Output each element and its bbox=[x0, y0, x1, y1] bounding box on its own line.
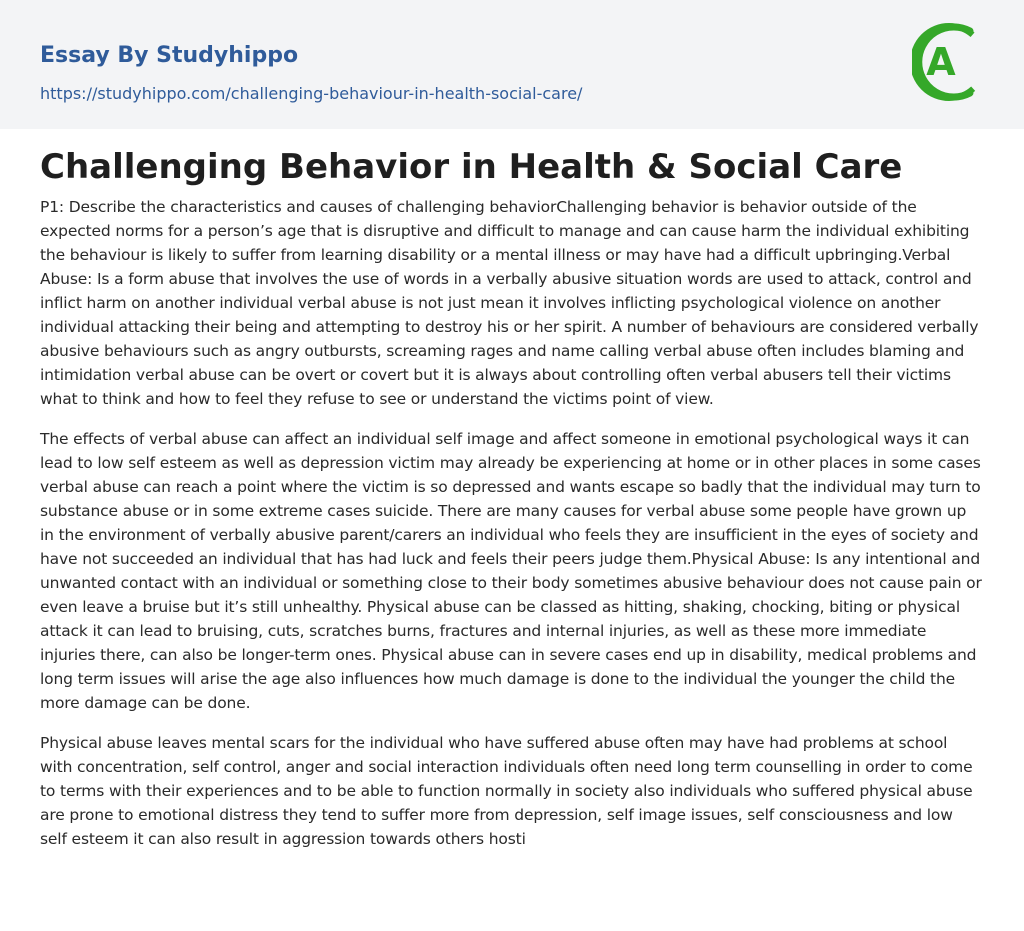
essay-title: Challenging Behavior in Health & Social Care bbox=[40, 147, 903, 187]
essay-paragraph-1: P1: Describe the characteristics and causes of challenging behaviorChallenging behavior is behavior outside of the expected norms for a person’s age that is disruptive and difficult to manage and can cause harm the individual exhibiting the behaviour is likely to suffer from learning disability or a mental illness or may have had a difficult upbringing.Verbal Abuse: Is a form abuse that involves the use of words in a verbally abusive situation words are used to attack, control and inflict harm on another individual verbal abuse is not just mean it involves inflicting psychological violence on another individual attacking their being and attempting to destroy his or her spirit. A number of behaviours are considered verbally abusive behaviours such as angry outbursts, screaming rages and name calling verbal abuse often includes blaming and intimidation verbal abuse can be overt or covert but it is always about controlling often verbal abusers tell their victims what to think and how to feel they refuse to see or understand the victims point of view. bbox=[40, 198, 979, 408]
essay-url-link[interactable]: https://studyhippo.com/challenging-behaviour-in-health-social-care/ bbox=[40, 84, 583, 103]
logo-letter: A bbox=[926, 40, 956, 84]
site-header bbox=[0, 0, 1024, 129]
essay-paragraph-3: Physical abuse leaves mental scars for the individual who have suffered abuse often may have had problems at school with concentration, self control, anger and social interaction individuals often need long term counselling in order to come to terms with their experiences and to be able to function normally in society also individuals who suffered physical abuse are prone to emotional distress they tend to suffer more from depression, self image issues, self consciousness and low self esteem it can also result in aggression towards others hosti bbox=[40, 734, 973, 848]
brand-name[interactable]: Essay By Studyhippo bbox=[40, 43, 299, 68]
essay-paragraph-2: The effects of verbal abuse can affect an individual self image and affect someone in emotional psychological ways it can lead to low self esteem as well as depression victim may already be experiencing at home or in other places in some cases verbal abuse can reach a point where the victim is so depressed and wants escape so badly that the individual may turn to substance abuse or in some extreme cases suicide. There are many causes for verbal abuse some people have grown up in the environment of verbally abusive parent/carers an individual who feels they are insufficient in the eyes of society and have not succeeded an individual that has had luck and feels their peers judge them.Physical Abuse: Is any intentional and unwanted contact with an individual or something close to their body sometimes abusive behaviour does not cause pain or even leave a bruise but it’s still unhealthy. Physical abuse can be classed as hitting, shaking, chocking, biting or physical attack it can lead to bruising, cuts, scratches burns, fractures and internal injuries, as well as these more immediate injuries there, can also be longer-term ones. Physical abuse can in severe cases end up in disability, medical problems and long term issues will arise the age also influences how much damage is done to the individual the younger the child the more damage can be done. bbox=[40, 430, 982, 712]
essay-content bbox=[0, 129, 1024, 851]
studyhippo-logo-icon[interactable] bbox=[912, 19, 986, 105]
